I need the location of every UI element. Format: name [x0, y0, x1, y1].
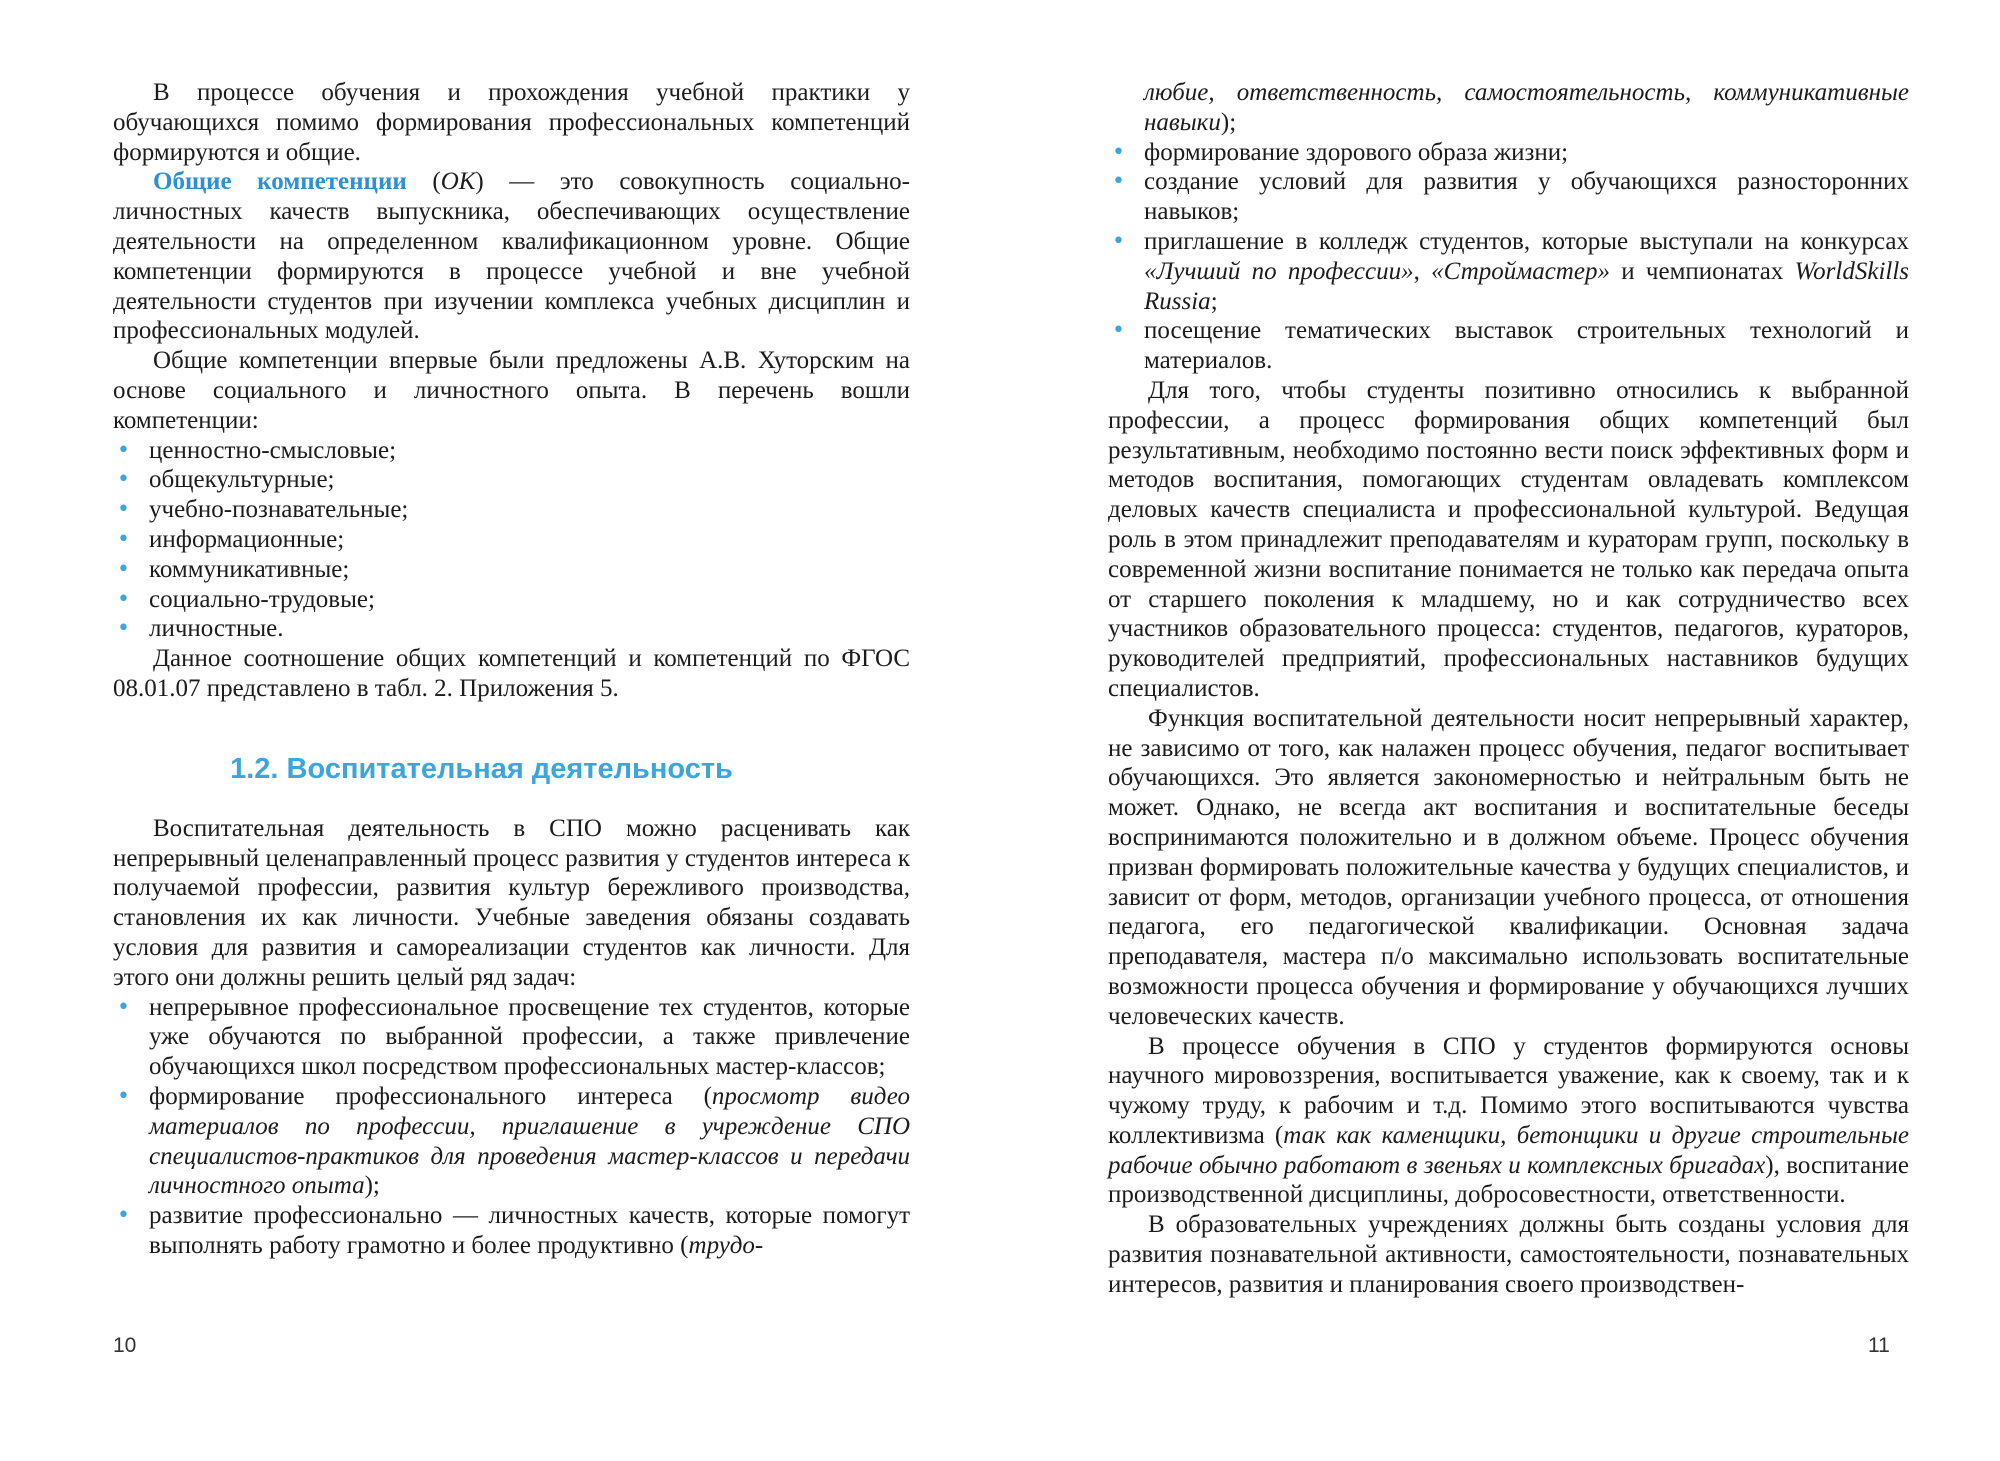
paragraph: В процессе обучения и прохождения учебной практики у обучающихся помимо формирования профессиональных компетенций формируются и общие. [113, 79, 910, 166]
page-number: 11 [1868, 1334, 1890, 1357]
list-item: • учебно-познавательные; [117, 496, 409, 524]
list-item: • социально-трудовые; [117, 585, 375, 613]
bullet-dot-icon: • [1112, 318, 1125, 344]
paragraph: Для того, чтобы студенты позитивно относились к выбранной профессии, а процесс формирования общих компетенций был результативным, необходимо постоянно вести поиск эффективных форм и методов воспитания, помогающих студентам овладевать комплексом деловых качеств специалиста и профессиональной культурой. Ведущая роль в этом принадлежит преподавателям и кураторам групп, поскольку в современной жизни воспитание понимается не только как передача опыта от старшего поколения к младшему, но и как сотрудничество всех участников образовательного процесса: студентов, педагогов, кураторов, руководителей предприятий, профессиональных наставников будущих специалистов. [1108, 376, 1909, 702]
right-text-column [1108, 78, 1909, 1300]
paragraph: В образовательных учреждениях должны быть созданы условия для развития познавательной активности, самостоятельности, познавательных интересов, развития и планирования своего производствен- [1108, 1211, 1909, 1298]
list-item: • коммуникативные; [117, 555, 350, 583]
list-item: • информационные; [117, 525, 345, 553]
list-item: • личностные. [117, 615, 284, 643]
list-item: • непрерывное профессиональное просвещение тех студентов, которые уже обучаются по выбранной профессии, а также привлечение обучающихся школ посредством профессиональных мастер-классов; [117, 993, 910, 1081]
list-item: • формирование профессионального интереса (просмотр видео материалов по профессии, приглашение в учреждение СПО специалистов-практиков для проведения мастер-классов и передачи личностного опыта); [117, 1082, 910, 1200]
bullet-dot-icon: • [117, 497, 130, 523]
tasks-list-continued [1108, 78, 1909, 376]
bullet-dot-icon: • [117, 1203, 130, 1229]
bullet-dot-icon: • [117, 467, 130, 493]
bullet-dot-icon: • [117, 526, 130, 552]
bullet-dot-icon: • [117, 437, 130, 463]
list-item: • развитие профессионально — личностных качеств, которые помогут выполнять работу грамотно и более продуктивно (трудо- [117, 1202, 910, 1259]
term-general-competences: Общие компетенции [153, 168, 407, 196]
list-item: • формирование здорового образа жизни; [1112, 138, 1569, 166]
tasks-list [113, 993, 910, 1261]
competences-list [113, 436, 910, 645]
definition-paragraph: Общие компетенции (ОК) — это совокупность социально-личностных качеств выпускника, обеспечивающих осуществление деятельности на определенном квалификационном уровне. Общие компетенции формируются в процессе учебной и вне учебной деятельности студентов при изучении комплекса учебных дисциплин и профессиональных модулей. [113, 168, 910, 345]
list-item-continued: любие, ответственность, самостоятельность, коммуникативные навыки); [1144, 79, 1909, 136]
left-text-column [113, 78, 910, 1261]
bullet-dot-icon: • [117, 556, 130, 582]
paragraph: Функция воспитательной деятельности носит непрерывный характер, не зависимо от того, как налажен процесс обучения, педагог воспитывает обучающихся. Это является закономерностью и нейтральным быть не может. Однако, не всегда акт воспитания и воспитательные беседы воспринимаются положительно и в должном объеме. Процесс обучения призван формировать положительные качества у будущих специалистов, и зависит от форм, методов, организации учебного процесса, от отношения педагога, его педагогической квалификации. Основная задача преподавателя, мастера п/о максимально использовать воспитательные возможности процесса обучения и формирование у обучающихся лучших человеческих качеств. [1108, 704, 1909, 1030]
section-heading: 1.2. Воспитательная деятельность [230, 752, 733, 785]
list-item: • приглашение в колледж студентов, которые выступали на конкурсах «Лучший по профессии», «Строймастер» и чемпионатах WorldSkills Russia; [1112, 227, 1910, 315]
page-number: 10 [113, 1334, 137, 1357]
bullet-dot-icon: • [1112, 169, 1125, 195]
list-item: • создание условий для развития у обучающихся разносторонних навыков; [1112, 168, 1909, 226]
list-item: • ценностно-смысловые; [117, 436, 397, 464]
paragraph: В процессе обучения в СПО у студентов формируются основы научного мировоззрения, воспитывается уважение, как к своему, так и к чужому труду, к рабочим и т.д. Помимо этого воспитываются чувства коллективизма (так как каменщики, бетонщики и другие строительные рабочие обычно работают в звеньях и комплексных бригадах), воспитание производственной дисциплины, добросовестности, ответственности. [1108, 1032, 1909, 1209]
bullet-dot-icon: • [117, 586, 130, 612]
bullet-dot-icon: • [1112, 228, 1125, 254]
bullet-dot-icon: • [117, 994, 130, 1020]
list-item: • общекультурные; [117, 466, 335, 494]
paragraph: Воспитательная деятельность в СПО можно расценивать как непрерывный целенаправленный процесс развития у студентов интереса к получаемой профессии, развития культур бережливого производства, становления их как личности. Учебные заведения обязаны создавать условия для развития и самореализации студентов как личности. Для этого они должны решить целый ряд задач: [113, 814, 910, 991]
bullet-dot-icon: • [117, 1083, 130, 1109]
right-page [1000, 0, 2000, 1461]
paragraph: Данное соотношение общих компетенций и компетенций по ФГОС 08.01.07 представлено в табл. 2. Приложения 5. [113, 645, 910, 702]
bullet-dot-icon: • [117, 616, 130, 642]
list-item: • посещение тематических выставок строительных технологий и материалов. [1112, 317, 1909, 375]
bullet-dot-icon: • [1112, 139, 1125, 165]
paragraph: Общие компетенции впервые были предложены А.В. Хуторским на основе социального и личностного опыта. В перечень вошли компетенции: [113, 347, 910, 434]
abbreviation: ОК [440, 168, 476, 196]
